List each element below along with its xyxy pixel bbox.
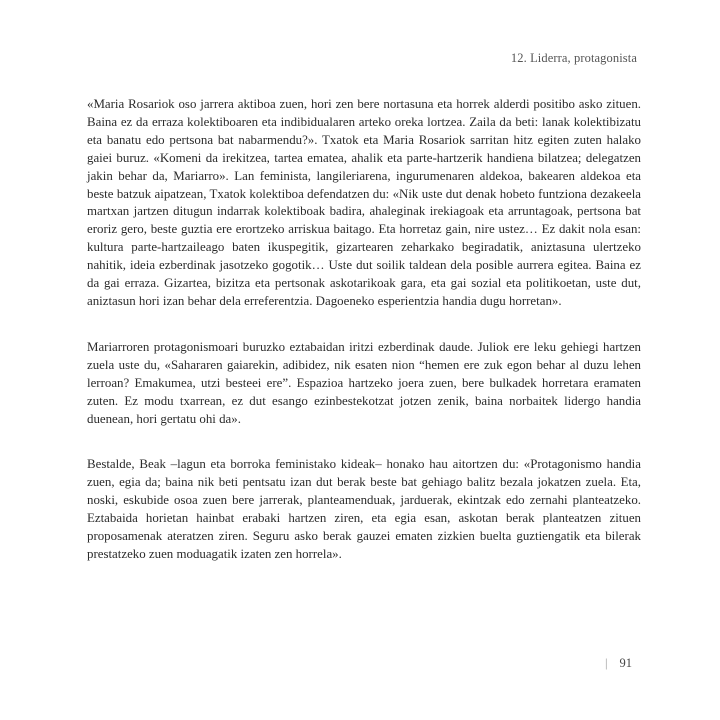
footer-separator: | xyxy=(604,656,608,670)
running-header: 12. Liderra, protagonista xyxy=(510,51,637,65)
page-number: 91 xyxy=(619,656,632,670)
body-text xyxy=(87,96,641,592)
paragraph-maria-rosario-quote: «Maria Rosariok oso jarrera aktiboa zuen, hori zen bere nortasuna eta horrek alderdi positibo asko zituen. Baina ez da erraza kolektiboaren eta indibidualaren arteko oreka lortzea. Zaila da beti: lanak kolektibizatu eta banatu edo pertsona bat nabarmendu?». Txatok eta Maria Rosariok sarritan hitz egiten zuten halako gaiei buruz. «Komeni da irekitzea, tartea ematea, ahalik eta parte-hartzerik handiena bilatzea; delegatzen jakin behar da, Mariarro». Lan feminista, langileriarena, ingurumenaren aldekoa, bakearen aldekoa eta beste batzuk aipatzean, Txatok kolektiboa defendatzen du: «Nik uste dut denak hobeto funtziona dezakeela martxan jartzen ditugun indarrak kolektiboak badira, ahaleginak irekiagoak eta arruntagoak, pertsona bat eroriz gero, beste guztia ere erortzeko arriskua baitago. Eta horretaz gain, nire ustez… Ez dakit nola esan: kultura parte-hartzaileago baten ikuspegitik, gizartearen zeharkako begiradatik, aniztasuna ulertzeko nahitik, ideia ezberdinak jasotzeko gogotik… Uste dut soilik taldean dela posible aurrera egitea. Baina ez da gai erraza. Gizartea, bizitza eta pertsonak askotarikoak gara, eta gai sozial eta politikoetan, uste dut, aniztasun hori izan behar dela erreferentzia. Dagoeneko esperientzia handia dugu horretan». xyxy=(87,97,641,308)
page-footer xyxy=(605,656,632,671)
paragraph-julio-opinion: Mariarroren protagonismoari buruzko eztabaidan iritzi ezberdinak daude. Juliok ere leku gehiegi hartzen zuela uste du, «Sahararen gaiarekin, adibidez, nik esaten nion “hemen ere zuk egon behar al duzu lehen lerroan? Emakumea, utzi besteei ere”. Espazioa hartzeko joera zuen, bere bulkadek horretara eramaten zuten. Ez modu txarrean, ez dut esango ezinbestekotzat jotzen zenik, baina norbaitek lidergo handia duenean, hori gertatu ohi da». xyxy=(87,339,641,426)
paragraph-bea-testimony: Bestalde, Beak –lagun eta borroka feministako kideak– honako hau aitortzen du: «Protagonismo handia zuen, egia da; baina nik beti pentsatu izan dut berak beste bat gehiago balitz bezala jokatzen zuela. Eta, noski, eskubide osoa zuen bere jarrerak, planteamenduak, jarduerak, ekintzak edo zernahi planteatzeko. Eztabaida horietan hainbat erabaki hartzen ziren, eta egia esan, askotan berak planteatzen zituen proposamenak ateratzen ziren. Seguru asko berak gauzei ematen zizkien buelta guztiengatik eta bilerak prestatzeko zuen moduagatik izaten zen horrela». xyxy=(87,457,641,561)
